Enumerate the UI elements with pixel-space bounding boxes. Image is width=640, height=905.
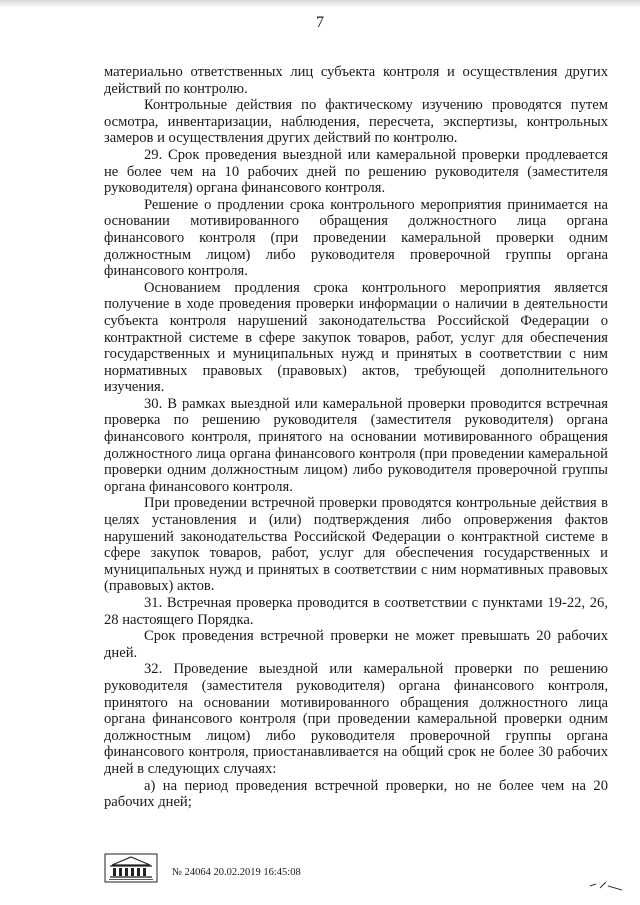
paragraph: 31. Встречная проверка проводится в соответствии с пунктами 19-22, 26, 28 настоящего Порядка. bbox=[104, 595, 608, 628]
paragraph: 32. Проведение выездной или камеральной проверки по решению руководителя (заместителя руководителя) органа финансового контроля, принятого на основании мотивированного обращения должностного лица органа финансового контроля (при проведении камеральной проверки одним должностным лицом) либо руководителя проверочной группы органа финансового контроля, приостанавливается на общий срок не более 30 рабочих дней в следующих случаях: bbox=[104, 661, 608, 777]
scan-edge bbox=[0, 0, 640, 8]
page-number: 7 bbox=[316, 14, 324, 31]
paragraph: Контрольные действия по фактическому изучению проводятся путем осмотра, инвентаризации, наблюдения, пересчета, экспертизы, контрольных замеров и осуществления других действий по контролю. bbox=[104, 97, 608, 147]
paragraph: 30. В рамках выездной или камеральной проверки проводится встречная проверка по решению руководителя (заместителя руководителя) органа финансового контроля, принятого на основании мотивированного обращения должностного лица органа финансового контроля (при проведении камеральной проверки одним должностным лицом) либо руководителя проверочной группы органа финансового контроля. bbox=[104, 395, 608, 495]
registration-stamp bbox=[104, 847, 524, 887]
paragraph: При проведении встречной проверки проводятся контрольные действия в целях установления и (или) подтверждения либо опровержения фактов нарушений законодательства Российской Федерации о контрактной системе в сфере закупок товаров, работ, услуг для обеспечения государственных и муниципальных нужд и принятых в соответствии с ним нормативных правовых (правовых) актов. bbox=[104, 495, 608, 595]
building-stamp-icon bbox=[104, 853, 158, 883]
registration-number: № 24064 20.02.2019 16:45:08 bbox=[172, 867, 301, 878]
pen-mark-icon bbox=[588, 876, 624, 892]
paragraph: 29. Срок проведения выездной или камеральной проверки продлевается не более чем на 10 рабочих дней по решению руководителя (заместителя руководителя) органа финансового контроля. bbox=[104, 146, 608, 197]
paragraph: Основанием продления срока контрольного мероприятия является получение в ходе проведения проверки информации о наличии в деятельности субъекта контроля нарушений законодательства Российской Федерации о контрактной системе в сфере закупок товаров, работ, услуг для обеспечения государственных и муниципальных нужд и принятых в соответствии с ним нормативных правовых (правовых) актов, требующей дополнительного изучения. bbox=[104, 279, 608, 396]
document-body bbox=[104, 64, 608, 811]
paragraph: Срок проведения встречной проверки не может превышать 20 рабочих дней. bbox=[104, 628, 608, 661]
paragraph: а) на период проведения встречной проверки, но не более чем на 20 рабочих дней; bbox=[104, 777, 608, 811]
paragraph: материально ответственных лиц субъекта контроля и осуществления других действий по контролю. bbox=[104, 64, 608, 97]
paragraph: Решение о продлении срока контрольного мероприятия принимается на основании мотивированного обращения должностного лица органа финансового контроля (при проведении камеральной проверки одним должностным лицом) либо руководителя проверочной группы органа финансового контроля. bbox=[104, 196, 608, 280]
